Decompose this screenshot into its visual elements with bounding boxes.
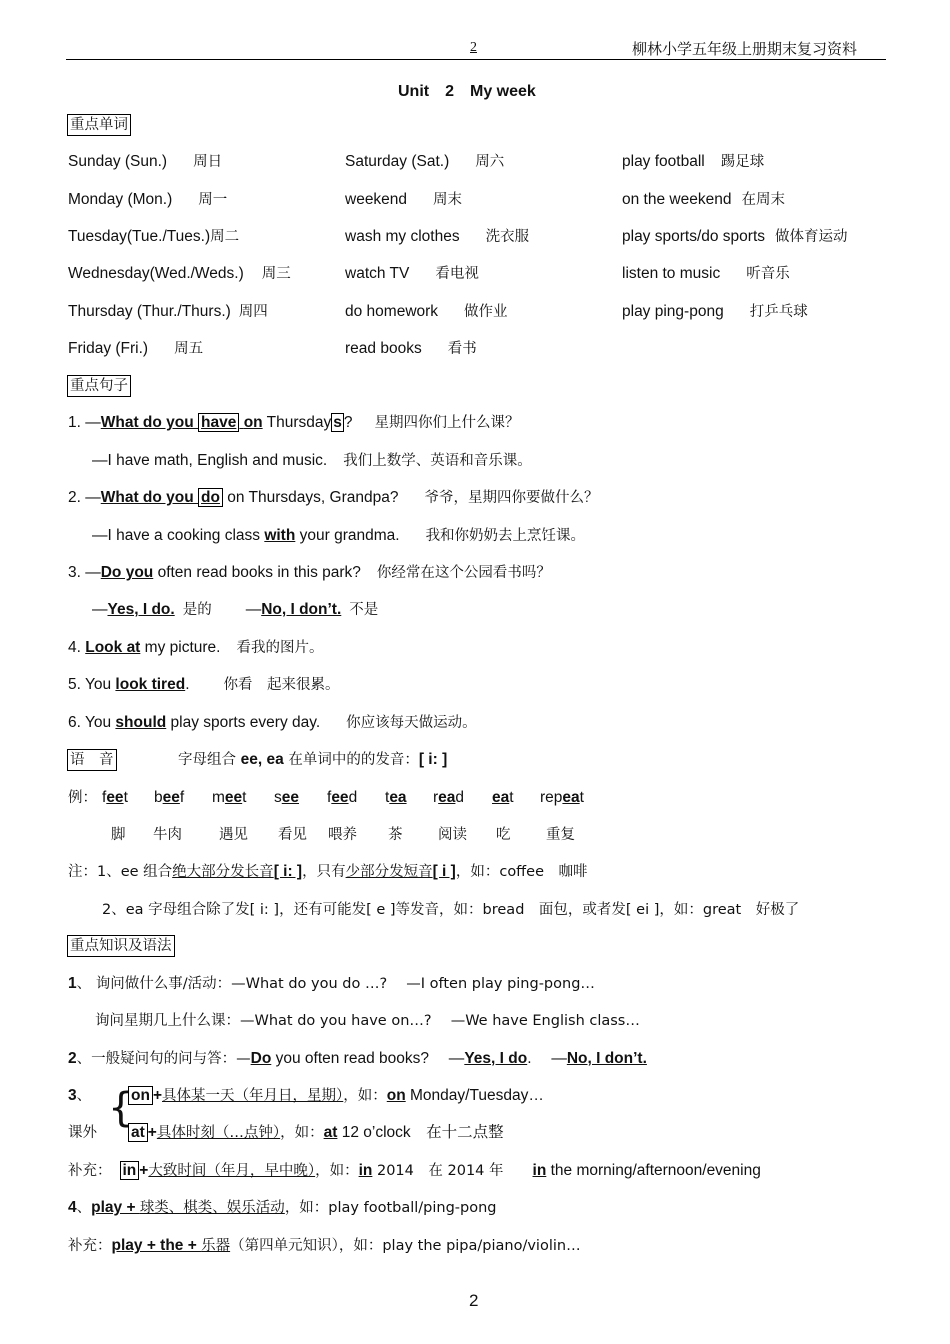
vocab-item: weekend 周末 xyxy=(345,191,463,208)
phonics-translation: 看见 xyxy=(278,827,307,843)
phonics-word: meet xyxy=(212,789,247,806)
vocab-item: listen to music 听音乐 xyxy=(622,265,790,282)
phonics-translation: 茶 xyxy=(388,827,403,843)
vocab-item: Saturday (Sat.) 周六 xyxy=(345,153,505,170)
section-vocab-heading: 重点单词 xyxy=(67,114,131,136)
sentence-2-answer: —I have a cooking class with your grandma. 我和你奶奶去上烹饪课。 xyxy=(92,527,586,544)
vocab-item: Thursday (Thur./Thurs.) 周四 xyxy=(68,303,268,320)
phonics-translation: 吃 xyxy=(496,827,511,843)
phonics-word: read xyxy=(433,789,465,806)
vocab-item: play ping-pong 打乒乓球 xyxy=(622,303,808,320)
phonics-translation: 重复 xyxy=(546,827,575,843)
phonics-description: 字母组合 ee, ea 在单词中的的发音：[ i: ] xyxy=(178,751,448,768)
phonics-word: eat xyxy=(492,789,514,806)
vocab-item: on the weekend 在周末 xyxy=(622,191,785,208)
phonics-translation: 脚 xyxy=(111,827,126,843)
header-page-number: 2 xyxy=(470,40,477,55)
vocab-item: Monday (Mon.) 周一 xyxy=(68,191,228,208)
vocab-item: read books 看书 xyxy=(345,340,477,357)
phonics-translation: 遇见 xyxy=(219,827,248,843)
vocab-item: wash my clothes 洗衣服 xyxy=(345,228,530,245)
brace-symbol: { xyxy=(108,1085,134,1131)
sentence-1-question: 1. —What do you have on Thursday s ? 星期四你们上什么课？ xyxy=(68,414,520,431)
sentence-1-answer: —I have math, English and music. 我们上数学、英语和音乐课。 xyxy=(92,452,532,469)
phonics-translation: 阅读 xyxy=(438,827,467,843)
phonics-word: repeat xyxy=(540,789,584,806)
grammar-item-3-number: 3、 xyxy=(68,1087,92,1104)
vocab-item: play sports/do sports 做体育运动 xyxy=(622,228,848,245)
sentence-3-question: 3. —Do you often read books in this park? 你经常在这个公园看书吗？ xyxy=(68,564,551,581)
phonics-word: tea xyxy=(385,789,407,806)
vocab-item: watch TV 看电视 xyxy=(345,265,479,282)
vocab-item: play football 踢足球 xyxy=(622,153,765,170)
sentence-6: 6. You should play sports every day. 你应该每天做运动。 xyxy=(68,714,477,731)
phonics-word: see xyxy=(274,789,299,806)
phonics-note-2: 2、ea 字母组合除了发[ i: ]，还有可能发[ e ]等发音，如：bread 面包，或者发[ ei ]，如：great 好极了 xyxy=(102,902,800,918)
vocab-item: Friday (Fri.) 周五 xyxy=(68,340,204,357)
header-rule xyxy=(66,59,886,60)
grammar-item-1-sub: 询问星期几上什么课：—What do you have on…? —We have English class… xyxy=(95,1013,640,1029)
grammar-item-1: 1、 询问做什么事/活动：—What do you do …? —I often play ping-pong… xyxy=(68,975,595,992)
grammar-item-3-at: at +具体时刻（…点钟），如：at 12 o’clock 在十二点整 xyxy=(128,1122,504,1144)
phonics-translation: 喂养 xyxy=(328,827,357,843)
vocab-item: Wednesday(Wed./Weds.) 周三 xyxy=(68,265,291,282)
grammar-item-2: 2、一般疑问句的问与答：—Do you often read books? —Yes, I do. —No, I don’t. xyxy=(68,1050,647,1067)
sentence-4: 4. Look at my picture. 看我的图片。 xyxy=(68,639,324,656)
grammar-item-3-label: 课外 xyxy=(68,1125,97,1141)
header-title: 柳林小学五年级上册期末复习资料 xyxy=(632,40,858,58)
grammar-item-3-on: on +具体某一天（年月日，星期），如：on Monday/Tuesday… xyxy=(128,1085,544,1107)
section-grammar-heading: 重点知识及语法 xyxy=(67,935,175,957)
phonics-translation: 牛肉 xyxy=(153,827,182,843)
unit-title: Unit 2 My week xyxy=(398,83,536,100)
grammar-item-4: 4、play + 球类、棋类、娱乐活动，如：play football/ping-pong xyxy=(68,1199,497,1216)
section-sentences-heading: 重点句子 xyxy=(67,375,131,397)
footer-page-number: 2 xyxy=(469,1291,479,1310)
vocab-item: Sunday (Sun.) 周日 xyxy=(68,153,223,170)
phonics-word: beef xyxy=(154,789,185,806)
vocab-item: do homework 做作业 xyxy=(345,303,508,320)
sentence-3-answer: —Yes, I do. 是的 —No, I don’t. 不是 xyxy=(92,601,379,618)
sentence-2-question: 2. —What do you do on Thursdays, Grandpa? 爷爷，星期四你要做什么？ xyxy=(68,489,599,506)
section-phonics-heading: 语 音 xyxy=(67,749,117,771)
phonics-example-prefix: 例： xyxy=(68,790,97,806)
vocab-item: Tuesday(Tue./Tues.)周二 xyxy=(68,228,240,245)
phonics-word: feed xyxy=(327,789,358,806)
grammar-item-3-in: 补充： in +大致时间（年月，早中晚），如：in 2014 在 2014 年 in the morning/afternoon/evening xyxy=(68,1162,761,1179)
sentence-5: 5. You look tired. 你看 起来很累。 xyxy=(68,676,340,693)
grammar-item-5: 补充：play + the + 乐器（第四单元知识），如：play the pipa/piano/violin… xyxy=(68,1237,581,1254)
phonics-word: feet xyxy=(102,789,128,806)
phonics-note-1: 注：1、ee 组合绝大部分发长音[ i: ]，只有少部分发短音[ i ]，如：coffee 咖啡 xyxy=(68,863,588,880)
